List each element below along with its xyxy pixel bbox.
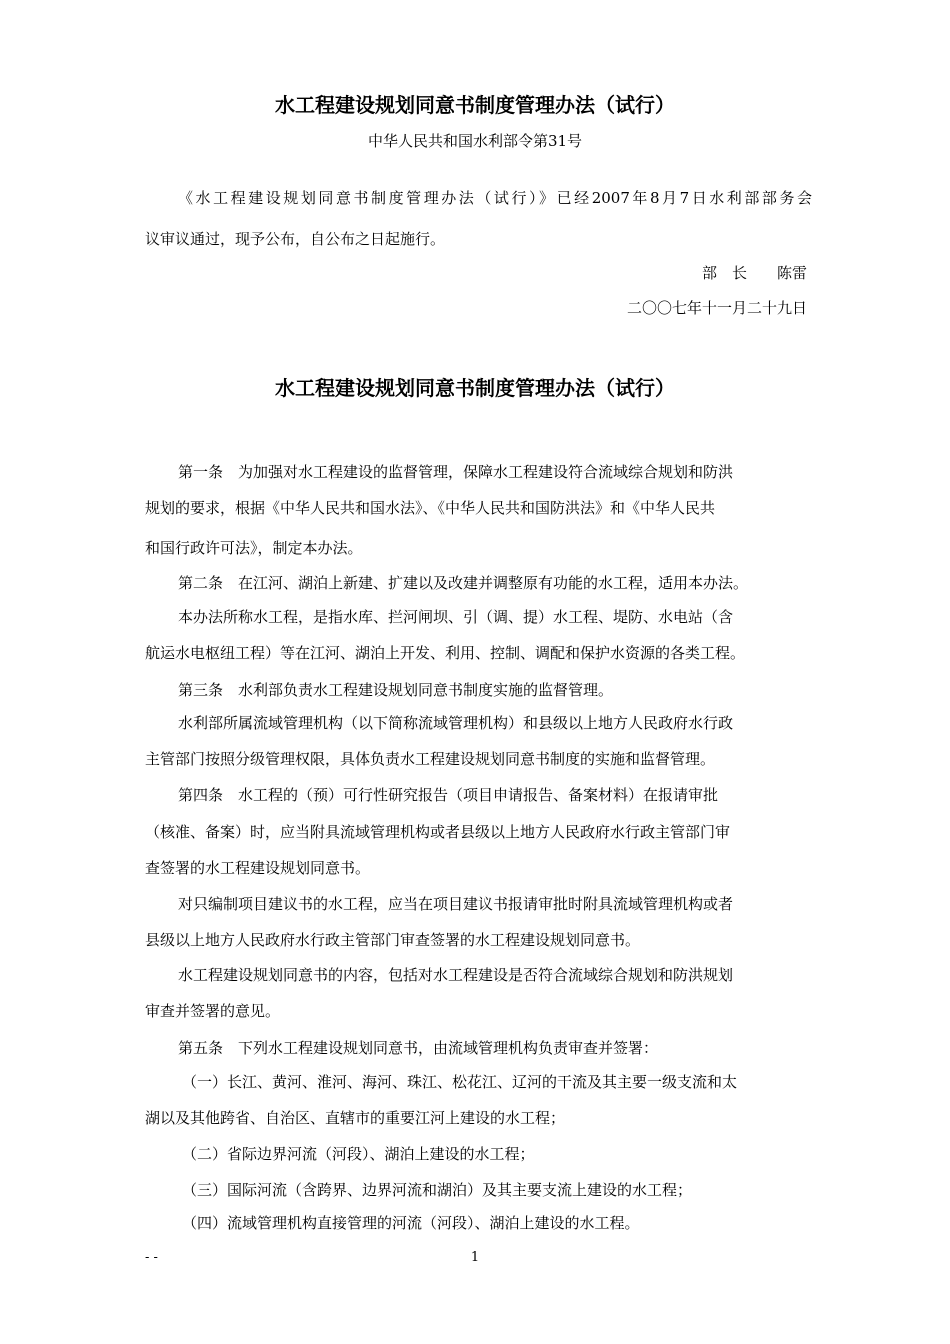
article-4: 第四条 水工程的（预）可行性研究报告（项目申请报告、备案材料）在报请审批 xyxy=(178,786,719,804)
article-3: 第三条 水利部负责水工程建设规划同意书制度实施的监督管理。 xyxy=(178,681,614,699)
article-2: 第二条 在江河、湖泊上新建、扩建以及改建并调整原有功能的水工程，适用本办法。 xyxy=(178,574,749,592)
article-4-line: 查签署的水工程建设规划同意书。 xyxy=(145,859,371,877)
article-2-paragraph: 本办法所称水工程，是指水库、拦河闸坝、引（调、提）水工程、堤防、水电站（含 xyxy=(178,608,734,626)
article-4-paragraph: 对只编制项目建议书的水工程，应当在项目建议书报请审批时附具流域管理机构或者 xyxy=(178,895,734,913)
page-title: 水工程建设规划同意书制度管理办法（试行） xyxy=(275,93,675,117)
article-1-line: 和国行政许可法》，制定本办法。 xyxy=(145,539,363,557)
article-5-item-1: （一）长江、黄河、淮河、海河、珠江、松花江、辽河的干流及其主要一级支流和太 xyxy=(182,1073,738,1091)
issue-date: 二〇〇七年十一月二十九日 xyxy=(626,299,807,317)
article-1-line: 规划的要求，根据《中华人民共和国水法》、《中华人民共和国防洪法》和《中华人民共 xyxy=(145,499,716,517)
decree-number: 中华人民共和国水利部令第31号 xyxy=(367,132,583,150)
footer-marker: - - xyxy=(145,1250,158,1265)
regulation-title: 水工程建设规划同意书制度管理办法（试行） xyxy=(275,376,675,400)
article-4-line: 县级以上地方人民政府水行政主管部门审查签署的水工程建设规划同意书。 xyxy=(145,931,641,949)
article-5-item-1-line: 湖以及其他跨省、自治区、直辖市的重要江河上建设的水工程； xyxy=(145,1109,566,1127)
announcement-line: 《水工程建设规划同意书制度管理办法（试行）》已经2007年8月7日水利部部务会 xyxy=(178,189,812,207)
article-1: 第一条 为加强对水工程建设的监督管理，保障水工程建设符合流域综合规划和防洪 xyxy=(178,463,734,481)
article-2-line: 航运水电枢纽工程）等在江河、湖泊上开发、利用、控制、调配和保护水资源的各类工程。 xyxy=(145,644,746,662)
article-5: 第五条 下列水工程建设规划同意书，由流域管理机构负责审查并签署： xyxy=(178,1039,659,1057)
signature: 部 长 陈雷 xyxy=(701,264,807,282)
article-3-paragraph: 水利部所属流域管理机构（以下简称流域管理机构）和县级以上地方人民政府水行政 xyxy=(178,714,734,732)
article-5-item-4: （四）流域管理机构直接管理的河流（河段）、湖泊上建设的水工程。 xyxy=(182,1214,640,1232)
article-5-item-3: （三）国际河流（含跨界、边界河流和湖泊）及其主要支流上建设的水工程； xyxy=(182,1181,693,1199)
article-4-line: 审查并签署的意见。 xyxy=(145,1002,281,1020)
page-number: 1 xyxy=(470,1250,480,1265)
article-5-item-2: （二）省际边界河流（河段）、湖泊上建设的水工程； xyxy=(182,1145,535,1163)
article-4-line: （核准、备案）时，应当附具流域管理机构或者县级以上地方人民政府水行政主管部门审 xyxy=(145,823,731,841)
article-4-paragraph: 水工程建设规划同意书的内容，包括对水工程建设是否符合流域综合规划和防洪规划 xyxy=(178,966,734,984)
announcement-line: 议审议通过，现予公布，自公布之日起施行。 xyxy=(145,230,446,248)
article-3-line: 主管部门按照分级管理权限，具体负责水工程建设规划同意书制度的实施和监督管理。 xyxy=(145,750,716,768)
